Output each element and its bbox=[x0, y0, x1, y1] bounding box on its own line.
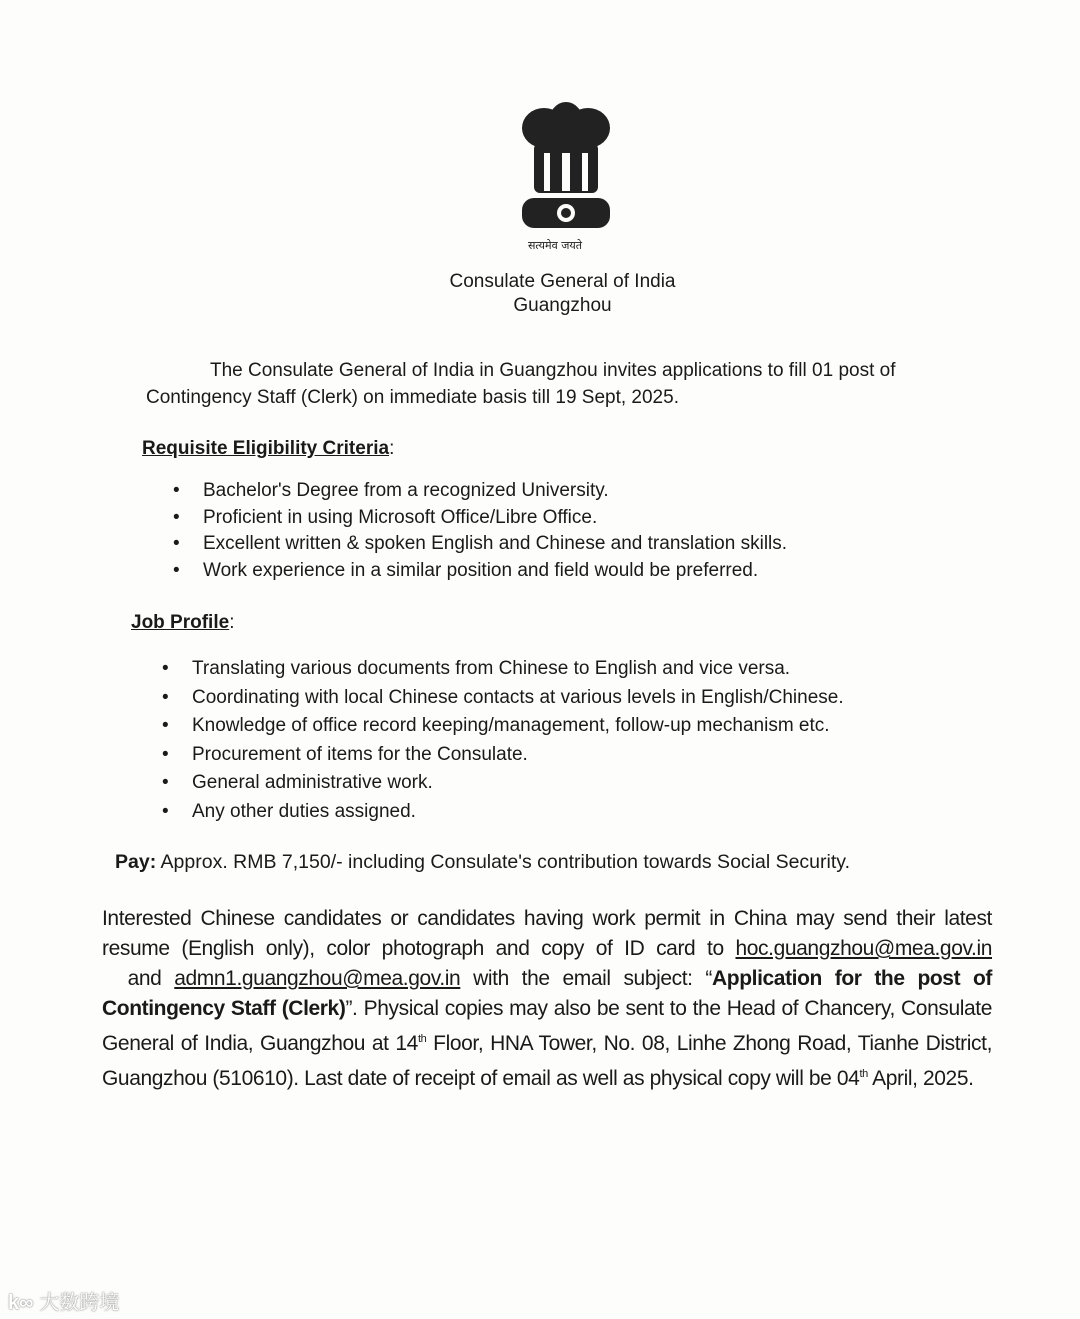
email-subject: Application for the post of Contingency Staff (Clerk) bbox=[102, 967, 992, 1020]
application-text: with the email subject: “ bbox=[460, 967, 713, 990]
list-item: • Knowledge of office record keeping/management, follow-up mechanism etc. bbox=[192, 712, 844, 741]
emblem-motto: सत्यमेव जयते bbox=[528, 239, 583, 252]
eligibility-list bbox=[203, 478, 787, 584]
intro-paragraph bbox=[146, 357, 976, 411]
pay-label: Pay: bbox=[115, 851, 157, 873]
eligibility-heading bbox=[142, 438, 394, 460]
watermark-text: 大数跨境 bbox=[39, 1292, 120, 1314]
application-paragraph bbox=[102, 904, 992, 1094]
list-item: • Procurement of items for the Consulate. bbox=[192, 741, 844, 770]
national-emblem-icon bbox=[514, 98, 618, 238]
job-profile-list bbox=[192, 655, 844, 826]
list-item: • Excellent written & spoken English and Chinese and translation skills. bbox=[203, 531, 787, 558]
watermark bbox=[8, 1286, 119, 1315]
intro-line-1: The Consulate General of India in Guangzhou invites applications to fill 01 post of bbox=[210, 360, 896, 381]
list-item: • Bachelor's Degree from a recognized University. bbox=[203, 478, 787, 505]
office-name: Consulate General of India bbox=[449, 271, 676, 292]
eligibility-heading-text: Requisite Eligibility Criteria bbox=[142, 438, 390, 459]
office-city: Guangzhou bbox=[513, 295, 612, 316]
ordinal-suffix: th bbox=[417, 1033, 427, 1045]
ordinal-suffix: th bbox=[859, 1068, 868, 1080]
application-text: Interested Chinese candidates or candidates having work permit in China may send their latest resume (English only), color photograph and copy of ID card to bbox=[102, 907, 992, 960]
heading-colon: : bbox=[229, 612, 235, 633]
intro-line-2: Contingency Staff (Clerk) on immediate basis till 19 Sept, 2025. bbox=[146, 387, 679, 408]
application-text: Floor, HNA Tower, No. 08, Linhe Zhong Road, Tianhe District, Guangzhou (510610). Last date of receipt of email as well as physical copy will be 04 bbox=[102, 1032, 993, 1090]
letterhead bbox=[0, 270, 1080, 318]
list-item: • Any other duties assigned. bbox=[192, 798, 844, 827]
list-item: • Proficient in using Microsoft Office/Libre Office. bbox=[203, 505, 787, 532]
list-item: • General administrative work. bbox=[192, 769, 844, 798]
pay-line bbox=[115, 851, 850, 874]
application-text: April, 2025. bbox=[867, 1067, 974, 1090]
pay-text: Approx. RMB 7,150/- including Consulate's contribution towards Social Security. bbox=[156, 851, 850, 873]
email-link-admn[interactable]: admn1.guangzhou@mea.gov.in bbox=[174, 967, 461, 990]
job-profile-heading bbox=[131, 612, 234, 634]
list-item: • Coordinating with local Chinese contacts at various levels in English/Chinese. bbox=[192, 684, 844, 713]
watermark-logo-icon: k∞ bbox=[8, 1292, 34, 1314]
application-text: and bbox=[102, 967, 175, 990]
heading-colon: : bbox=[389, 438, 395, 459]
list-item: • Work experience in a similar position and field would be preferred. bbox=[203, 558, 787, 585]
job-profile-heading-text: Job Profile bbox=[131, 612, 230, 633]
application-text: ”. Physical copies may also be sent to the Head of Chancery, Consulate General of India, Guangzhou at 14 bbox=[102, 997, 992, 1055]
email-link-hoc[interactable]: hoc.guangzhou@mea.gov.in bbox=[735, 937, 992, 960]
list-item: • Translating various documents from Chinese to English and vice versa. bbox=[192, 655, 844, 684]
